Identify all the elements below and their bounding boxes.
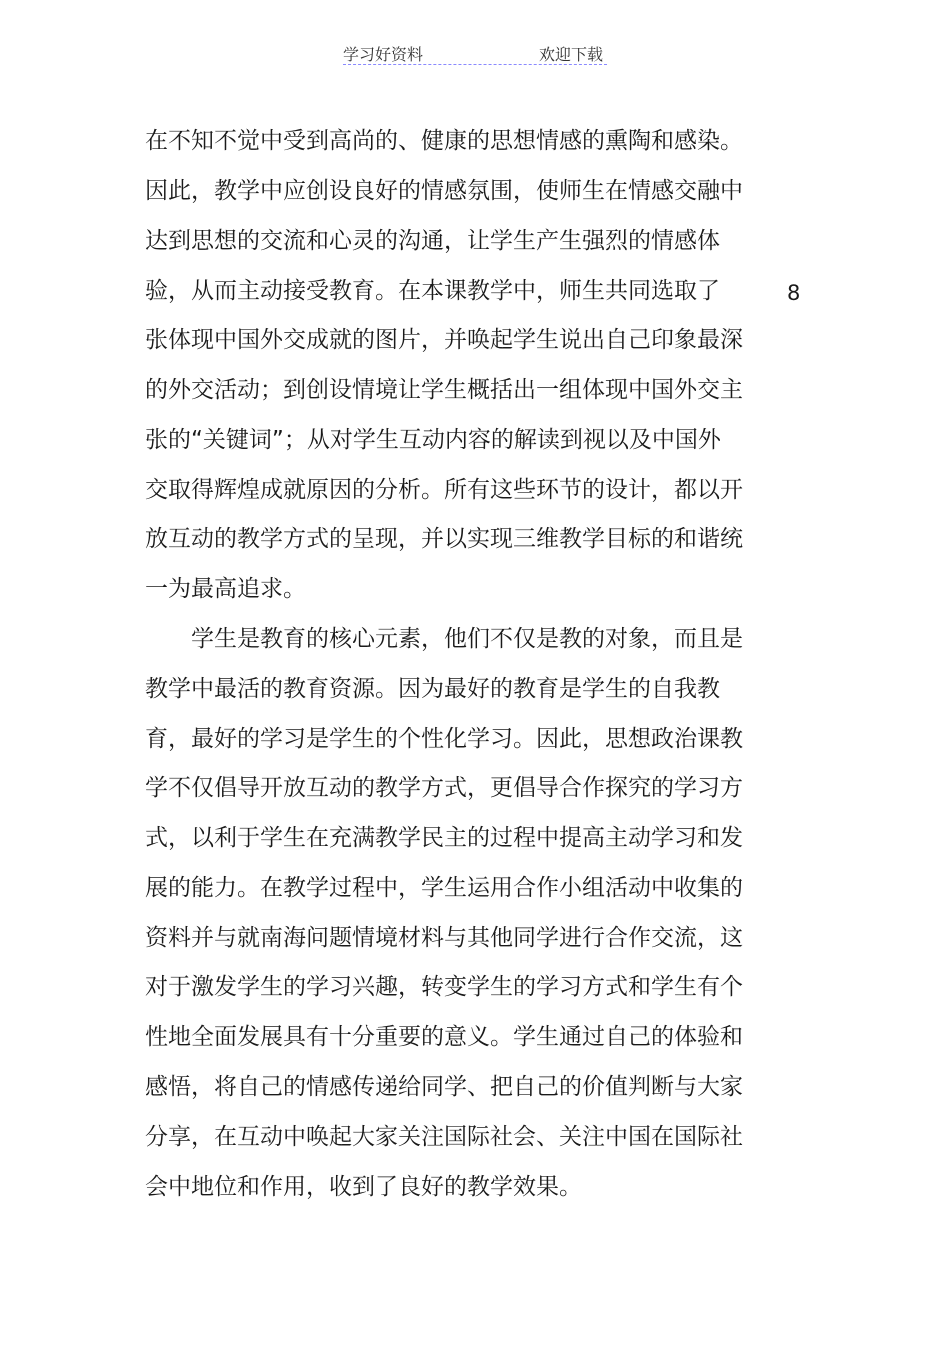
page-header [343, 42, 607, 65]
text-line: 性地全面发展具有十分重要的意义。学生通过自己的体验和 [145, 1024, 743, 1050]
header-left-text: 学习好资料 [343, 45, 424, 64]
text-line: 资料并与就南海问题情境材料与其他同学进行合作交流，这 [145, 925, 743, 951]
text-line: 张的“关键词”；从对学生互动内容的解读到视以及中国外 [145, 427, 721, 453]
text-line: 会中地位和作用，收到了良好的教学效果。 [145, 1174, 582, 1200]
text-line: 在不知不觉中受到高尚的、健康的思想情感的熏陶和感染。 [145, 128, 743, 154]
text-line: 的外交活动；到创设情境让学生概括出一组体现中国外交主 [145, 377, 743, 403]
text-line: 展的能力。在教学过程中，学生运用合作小组活动中收集的 [145, 875, 743, 901]
text-line: 因此，教学中应创设良好的情感氛围，使师生在情感交融中 [145, 178, 743, 204]
text-line: 一为最高追求。 [145, 576, 306, 602]
header-right-text: 欢迎下载 [538, 45, 603, 64]
side-number: 8 [787, 281, 801, 305]
text-line: 验，从而主动接受教育。在本课教学中，师生共同选取了 [145, 278, 720, 304]
text-line: 感悟，将自己的情感传递给同学、把自己的价值判断与大家 [145, 1074, 743, 1100]
text-line: 学不仅倡导开放互动的教学方式，更倡导合作探究的学习方 [145, 775, 743, 801]
text-line: 育，最好的学习是学生的个性化学习。因此，思想政治课教 [145, 726, 743, 752]
text-line: 放互动的教学方式的呈现，并以实现三维教学目标的和谐统 [145, 526, 743, 552]
paragraph-first-line: 学生是教育的核心元素，他们不仅是教的对象，而且是 [191, 626, 743, 652]
text-line: 张体现中国外交成就的图片，并唤起学生说出自己印象最深 [145, 327, 743, 353]
text-line: 对于激发学生的学习兴趣，转变学生的学习方式和学生有个 [145, 974, 743, 1000]
text-line: 达到思想的交流和心灵的沟通，让学生产生强烈的情感体 [145, 228, 720, 254]
text-line: 式，以利于学生在充满教学民主的过程中提高主动学习和发 [145, 825, 743, 851]
text-line: 交取得辉煌成就原因的分析。所有这些环节的设计，都以开 [145, 477, 743, 503]
text-line: 分享，在互动中唤起大家关注国际社会、关注中国在国际社 [145, 1124, 743, 1150]
text-line: 教学中最活的教育资源。因为最好的教育是学生的自我教 [145, 676, 720, 702]
